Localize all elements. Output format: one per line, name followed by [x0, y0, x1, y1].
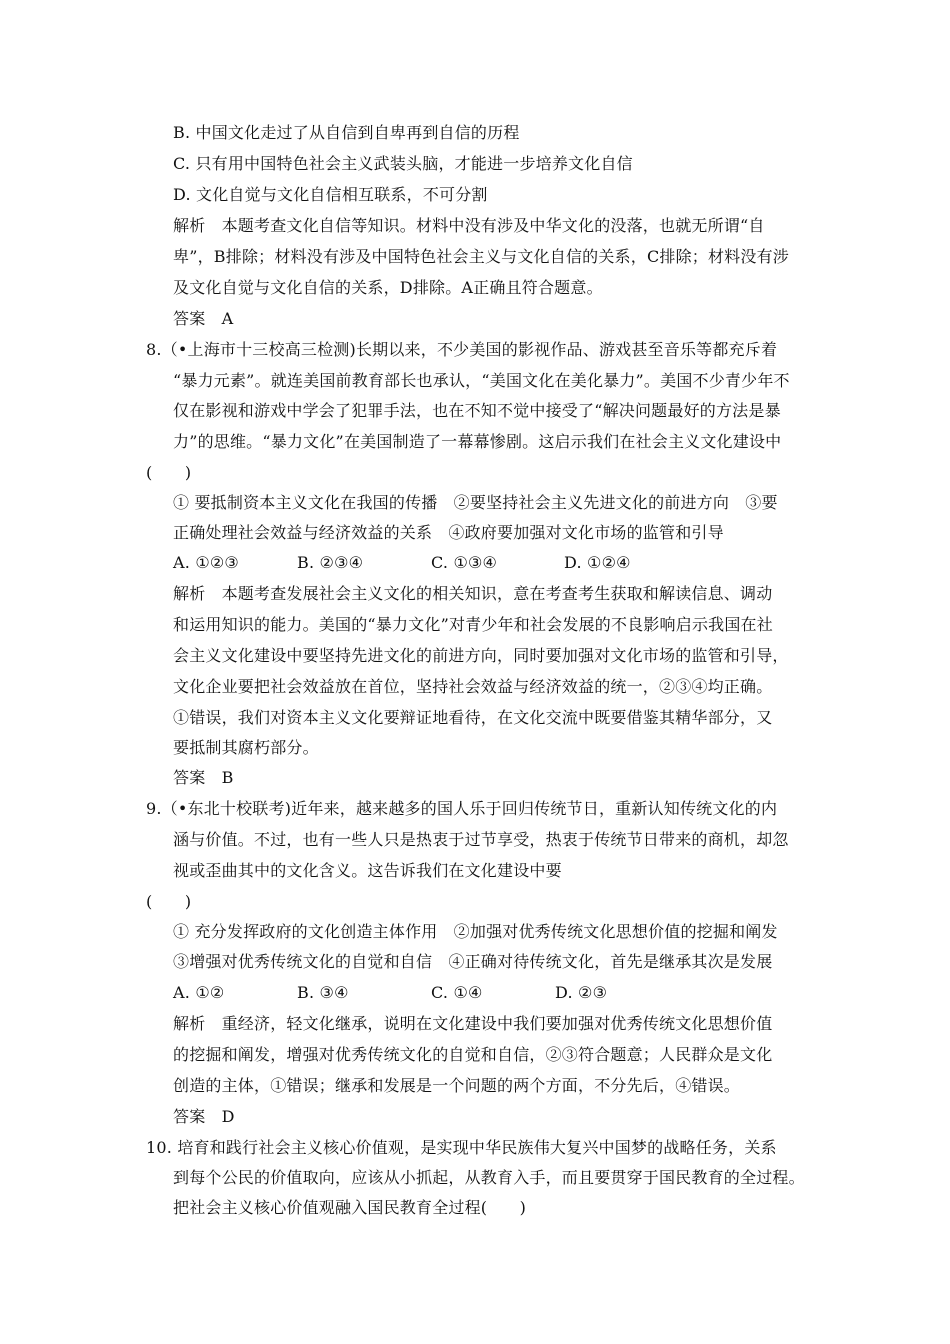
- q7-analysis-line: 及文化自觉与文化自信的关系，D排除。A正确且符合题意。: [173, 278, 603, 297]
- q9-stem-line: 视或歪曲其中的文化含义。这告诉我们在文化建设中要: [173, 861, 562, 880]
- q10-stem-line: 把社会主义核心价值观融入国民教育全过程( ): [173, 1198, 527, 1217]
- q8-analysis-line: 要抵制其腐朽部分。: [173, 738, 319, 757]
- q9-choice-d: D. ②③: [555, 983, 608, 1002]
- q9-choice-b: B. ③④: [297, 983, 349, 1002]
- q8-stem-line: “暴力元素”。就连美国前教育部长也承认，“美国文化在美化暴力”。美国不少青少年不: [173, 371, 790, 390]
- q8-answer: 答案 B: [173, 768, 234, 787]
- q8-stem-line: 仅在影视和游戏中学会了犯罪手法，也在不知不觉中接受了“解决问题最好的方法是暴: [173, 401, 781, 420]
- q9-item-line: ① 充分发挥政府的文化创造主体作用 ②加强对优秀传统文化思想价值的挖掘和阐发: [173, 922, 778, 941]
- q9-choice-a: A. ①②: [173, 983, 225, 1002]
- q8-choice-d: D. ①②④: [564, 553, 631, 572]
- q9-analysis-line: 解析 重经济，轻文化继承，说明在文化建设中我们要加强对优秀传统文化思想价值: [173, 1014, 773, 1033]
- q8-analysis-line: 和运用知识的能力。美国的“暴力文化”对青少年和社会发展的不良影响启示我国在社: [173, 615, 773, 634]
- q8-choice-b: B. ②③④: [297, 553, 364, 572]
- q9-choice-c: C. ①④: [431, 983, 483, 1002]
- q8-item-line: ① 要抵制资本主义文化在我国的传播 ②要坚持社会主义先进文化的前进方向 ③要: [173, 493, 778, 512]
- q9-analysis-line: 创造的主体，①错误；继承和发展是一个问题的两个方面，不分先后，④错误。: [173, 1076, 741, 1095]
- q8-choice-a: A. ①②③: [173, 553, 239, 572]
- q7-analysis-line: 解析 本题考查文化自信等知识。材料中没有涉及中华文化的没落，也就无所谓“自: [173, 216, 765, 235]
- q8-analysis-line: ①错误，我们对资本主义文化要辩证地看待，在文化交流中既要借鉴其精华部分，又: [173, 708, 773, 727]
- q9-bracket: ( ): [146, 892, 192, 911]
- q8-analysis-line: 文化企业要把社会效益放在首位，坚持社会效益与经济效益的统一，②③④均正确。: [173, 677, 773, 696]
- q7-analysis-line: 卑”，B排除；材料没有涉及中国特色社会主义与文化自信的关系，C排除；材料没有涉: [173, 247, 789, 266]
- q7-option-d: D. 文化自觉与文化自信相互联系，不可分割: [173, 185, 488, 204]
- q9-stem-line: 9.（•东北十校联考)近年来，越来越多的国人乐于回归传统节日，重新认知传统文化的内: [146, 799, 778, 818]
- q8-choice-c: C. ①③④: [431, 553, 498, 572]
- q8-stem-line: 8.（•上海市十三校高三检测)长期以来，不少美国的影视作品、游戏甚至音乐等都充斥着: [146, 340, 778, 359]
- q10-stem-line: 10. 培育和践行社会主义核心价值观，是实现中华民族伟大复兴中国梦的战略任务，关系: [146, 1138, 777, 1157]
- q7-option-c: C. 只有用中国特色社会主义武装头脑，才能进一步培养文化自信: [173, 154, 633, 173]
- q9-answer: 答案 D: [173, 1107, 235, 1126]
- q8-item-line: 正确处理社会效益与经济效益的关系 ④政府要加强对文化市场的监管和引导: [173, 523, 724, 542]
- q10-stem-line: 到每个公民的价值取向，应该从小抓起，从教育入手，而且要贯穿于国民教育的全过程。: [173, 1168, 805, 1187]
- q9-item-line: ③增强对优秀传统文化的自觉和自信 ④正确对待传统文化，首先是继承其次是发展: [173, 952, 773, 971]
- q8-stem-line: 力”的思维。“暴力文化”在美国制造了一幕幕惨剧。这启示我们在社会主义文化建设中: [173, 432, 782, 451]
- q8-analysis-line: 会主义文化建设中要坚持先进文化的前进方向，同时要加强对文化市场的监管和引导，: [173, 646, 789, 665]
- q9-analysis-line: 的挖掘和阐发，增强对优秀传统文化的自觉和自信，②③符合题意；人民群众是文化: [173, 1045, 773, 1064]
- q9-stem-line: 涵与价值。不过，也有一些人只是热衷于过节享受，热衷于传统节日带来的商机，却忽: [173, 830, 789, 849]
- q7-answer: 答案 A: [173, 309, 234, 328]
- q8-bracket: ( ): [146, 463, 192, 482]
- q7-option-b: B. 中国文化走过了从自信到自卑再到自信的历程: [173, 123, 520, 142]
- q8-analysis-line: 解析 本题考查发展社会主义文化的相关知识，意在考查考生获取和解读信息、调动: [173, 584, 773, 603]
